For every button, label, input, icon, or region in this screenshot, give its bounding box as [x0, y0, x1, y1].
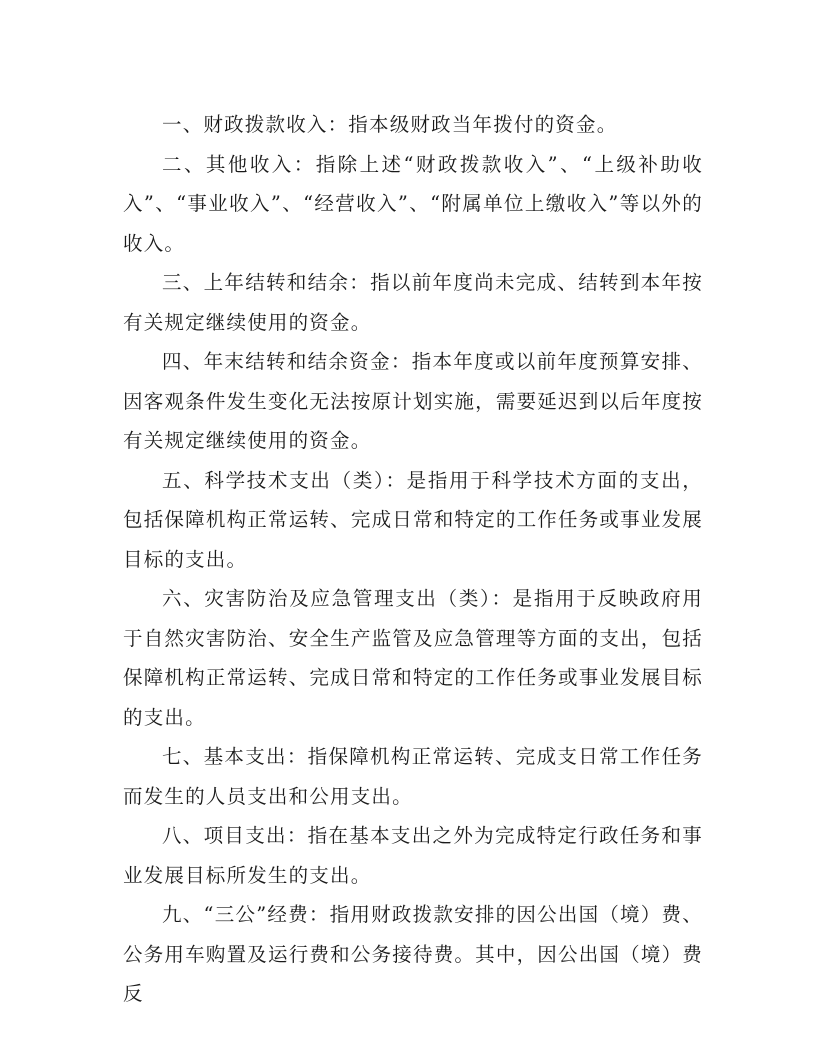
paragraph-project-expenditure: 八、项目支出：指在基本支出之外为完成特定行政任务和事业发展目标所发生的支出。 — [123, 824, 703, 887]
paragraph-disaster-emergency-expenditure: 六、灾害防治及应急管理支出（类）：是指用于反映政府用于自然灾害防治、安全生产监管及应急管理等方面的支出，包括保障机构正常运转、完成日常和特定的工作任务或事业发展目标的支出。 — [123, 587, 703, 729]
paragraph-prior-year-carryover: 三、上年结转和结余：指以前年度尚未完成、结转到本年按有关规定继续使用的资金。 — [123, 271, 703, 334]
paragraph-basic-expenditure: 七、基本支出：指保障机构正常运转、完成支日常工作任务而发生的人员支出和公用支出。 — [123, 745, 703, 808]
paragraph-other-income: 二、其他收入：指除上述“财政拨款收入”、“上级补助收入”、“事业收入”、“经营收入”、“附属单位上缴收入”等以外的收入。 — [123, 152, 703, 255]
paragraph-science-technology-expenditure: 五、科学技术支出（类）：是指用于科学技术方面的支出，包括保障机构正常运转、完成日常和特定的工作任务或事业发展目标的支出。 — [123, 468, 703, 571]
paragraph-three-public-expenses: 九、“三公”经费：指用财政拨款安排的因公出国（境）费、公务用车购置及运行费和公务接待费。其中，因公出国（境）费反 — [123, 903, 703, 1005]
paragraph-year-end-carryover: 四、年末结转和结余资金：指本年度或以前年度预算安排、因客观条件发生变化无法按原计划实施，需要延迟到以后年度按有关规定继续使用的资金。 — [123, 350, 703, 452]
paragraph-fiscal-appropriation-income: 一、财政拨款收入：指本级财政当年拨付的资金。 — [162, 113, 618, 136]
document-body — [123, 105, 703, 1014]
